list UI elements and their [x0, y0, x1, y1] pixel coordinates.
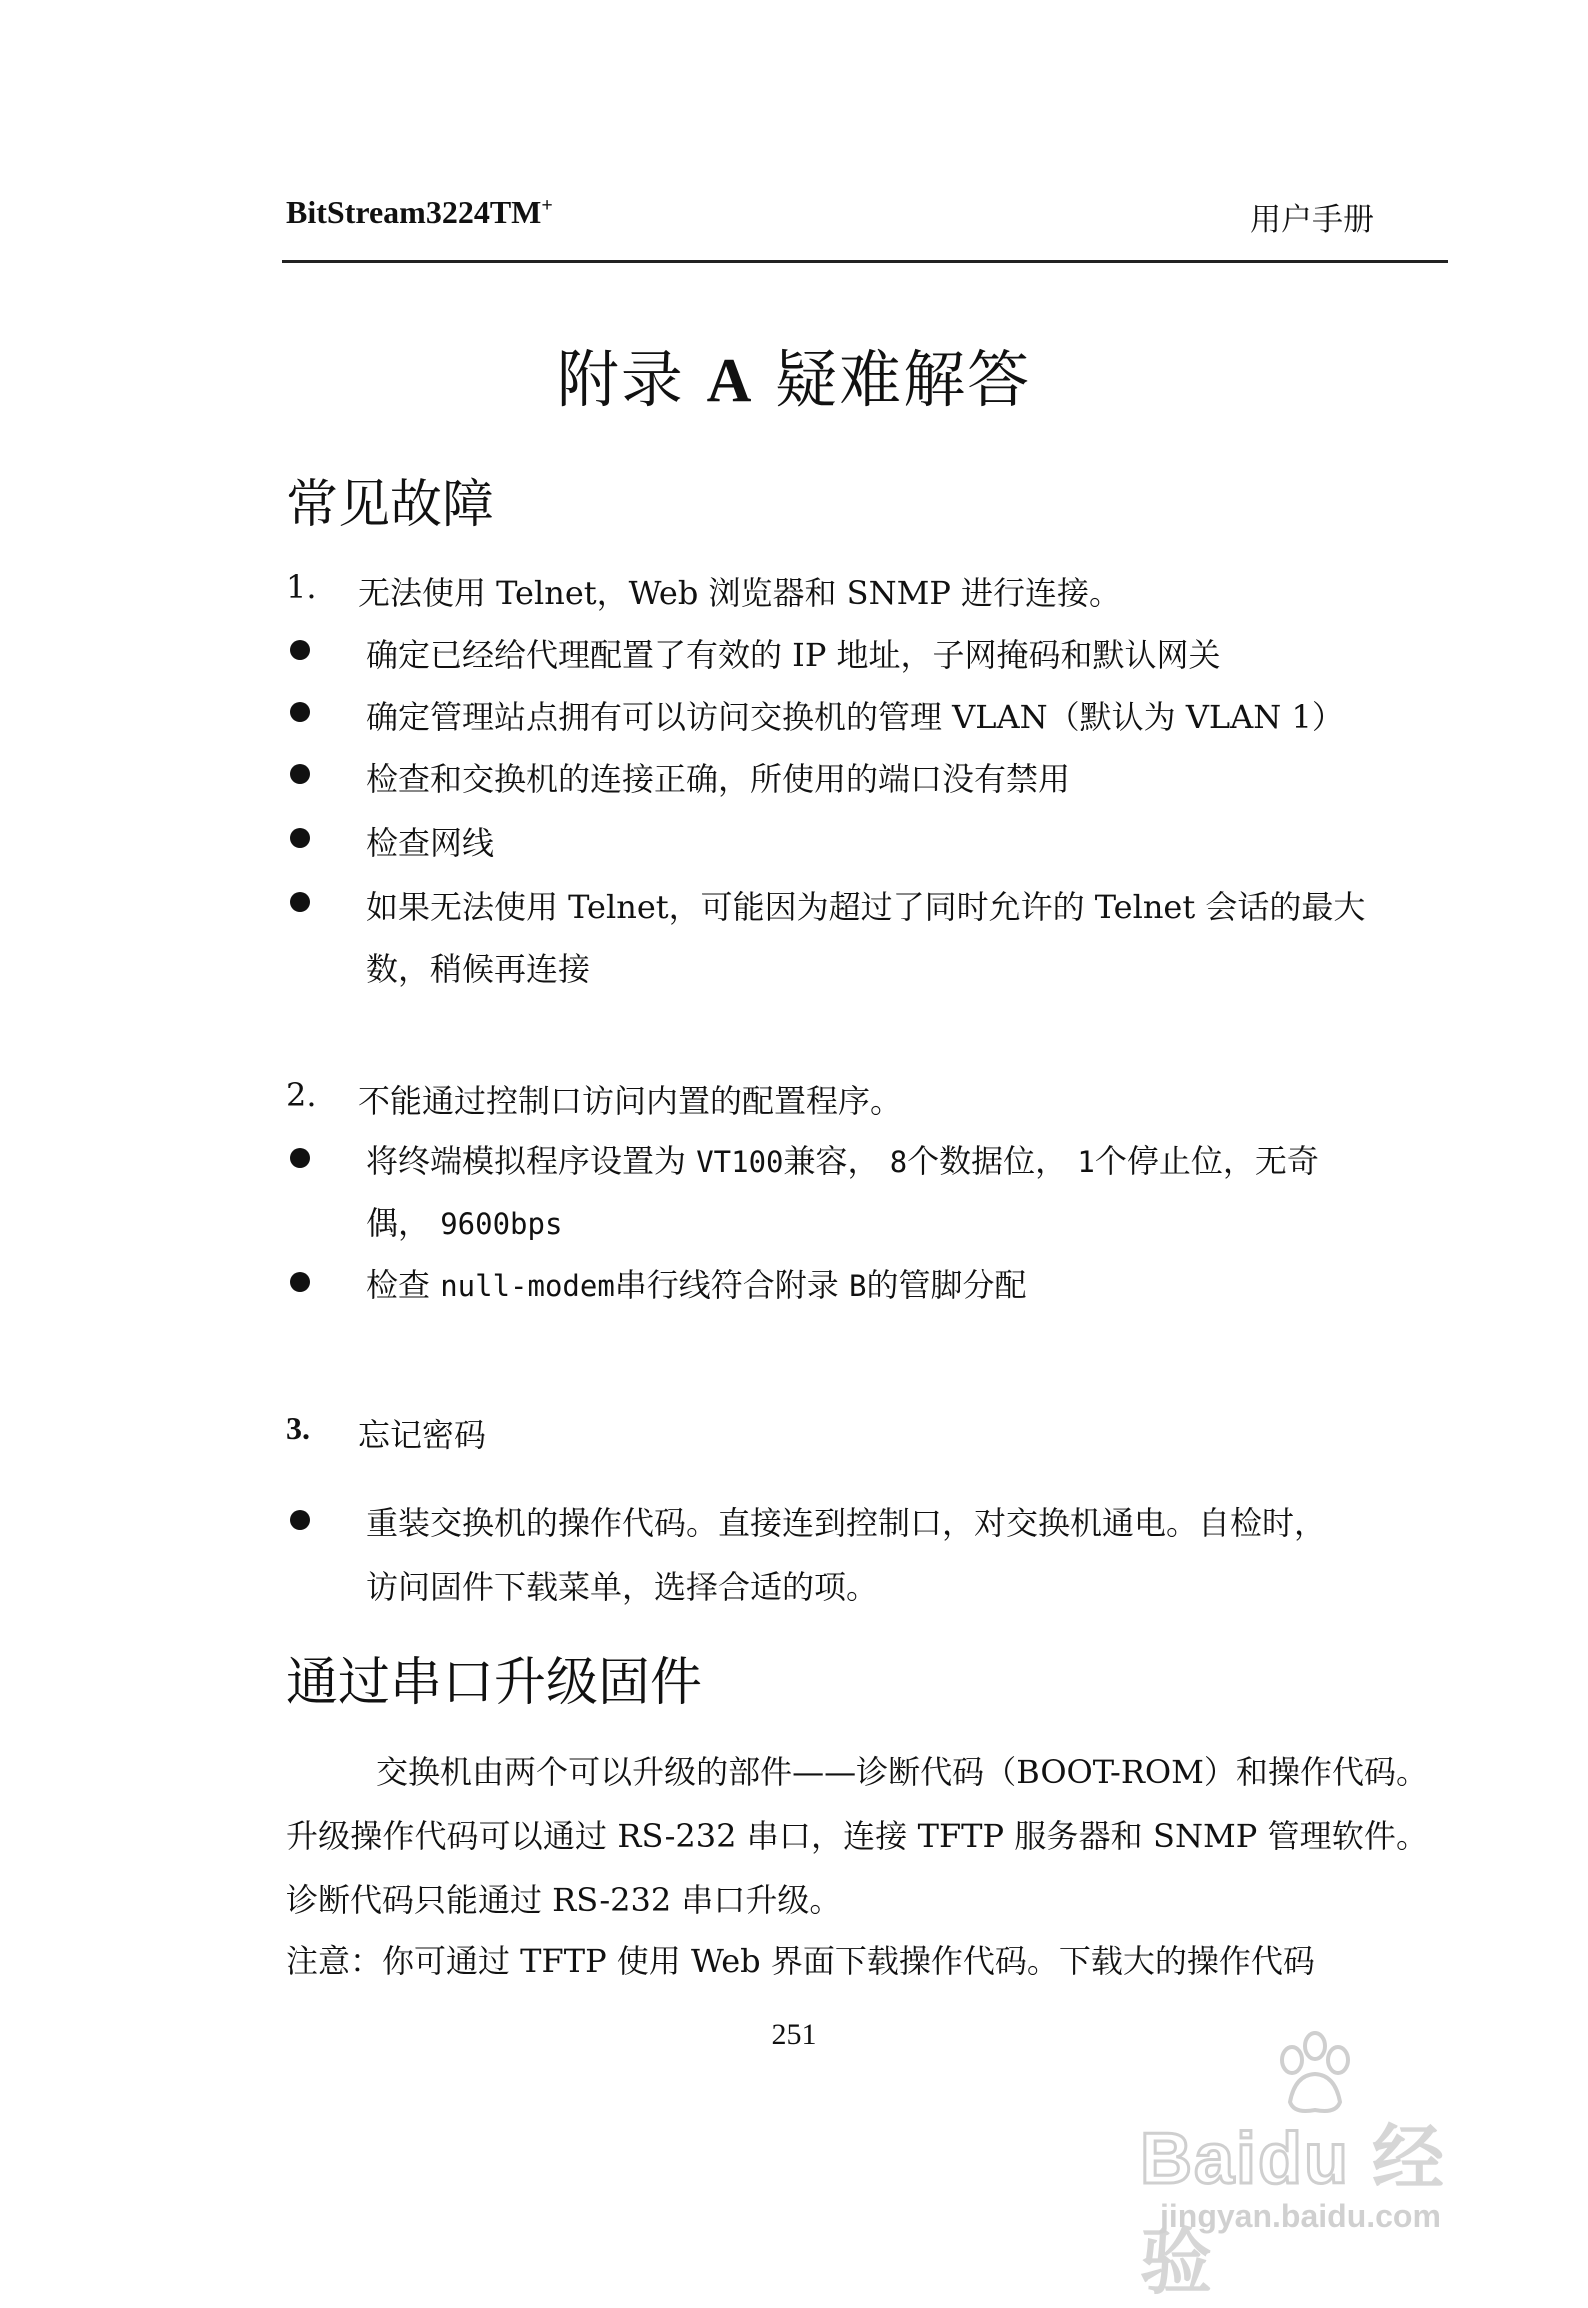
baidu-jingyan-watermark — [1120, 2030, 1500, 2303]
question-number: 3. — [286, 1410, 310, 1446]
bullet-icon — [290, 1272, 310, 1292]
list-item: 确定管理站点拥有可以访问交换机的管理 VLAN（默认为 VLAN 1） — [366, 698, 1344, 736]
bullet-icon — [290, 828, 310, 848]
list-item: 检查和交换机的连接正确，所使用的端口没有禁用 — [366, 760, 1071, 798]
bullet-icon — [290, 1510, 310, 1530]
question-text: 忘记密码 — [358, 1416, 487, 1454]
list-item-continuation: 数，稍候再连接 — [366, 950, 591, 988]
bullet-icon — [290, 1148, 310, 1168]
list-item: 重装交换机的操作代码。直接连到控制口，对交换机通电。自检时， — [366, 1504, 1327, 1542]
section-heading-serial-firmware-upgrade: 通过串口升级固件 — [286, 1653, 703, 1713]
list-item: 检查网线 — [366, 824, 495, 862]
product-name: BitStream3224TM+ — [286, 194, 553, 230]
bullet-icon — [290, 640, 310, 660]
list-item: 如果无法使用 Telnet，可能因为超过了同时允许的 Telnet 会话的最大 — [366, 888, 1366, 926]
page-number: 251 — [771, 2018, 817, 2051]
question-text: 无法使用 Telnet，Web 浏览器和 SNMP 进行连接。 — [358, 574, 1122, 612]
watermark-brand: Baidu 经验 — [1140, 2119, 1447, 2303]
bullet-icon — [290, 764, 310, 784]
list-item: 将终端模拟程序设置为 VT100兼容， 8个数据位， 1个停止位，无奇 — [366, 1142, 1319, 1180]
list-item-continuation: 偶， 9600bps — [366, 1204, 563, 1242]
question-number: 2. — [286, 1076, 317, 1114]
question-text: 不能通过控制口访问内置的配置程序。 — [358, 1082, 903, 1120]
note-text: 注意：你可通过 TFTP 使用 Web 界面下载操作代码。下载大的操作代码 — [286, 1942, 1315, 1980]
question-number: 1. — [286, 568, 317, 606]
list-item: 确定已经给代理配置了有效的 IP 地址，子网掩码和默认网关 — [366, 636, 1221, 674]
section-heading-common-faults: 常见故障 — [286, 475, 495, 535]
body-paragraph: 交换机由两个可以升级的部件——诊断代码（BOOT-ROM）和操作代码。升级操作代码可以通过 RS-232 串口，连接 TFTP 服务器和 SNMP 管理软件。诊断代码只能通过 RS-232 串口升级。 — [286, 1753, 1428, 1919]
list-item-continuation: 访问固件下载菜单，选择合适的项。 — [366, 1568, 879, 1606]
list-item: 检查 null-modem串行线符合附录 B的管脚分配 — [366, 1266, 1027, 1304]
bullet-icon — [290, 892, 310, 912]
watermark-site: jingyan.baidu.com — [1160, 2198, 1441, 2234]
bullet-icon — [290, 702, 310, 722]
doc-type: 用户手册 — [1250, 202, 1374, 238]
page-title: 附录 A 疑难解答 — [556, 343, 1032, 416]
page-header — [282, 186, 1448, 263]
